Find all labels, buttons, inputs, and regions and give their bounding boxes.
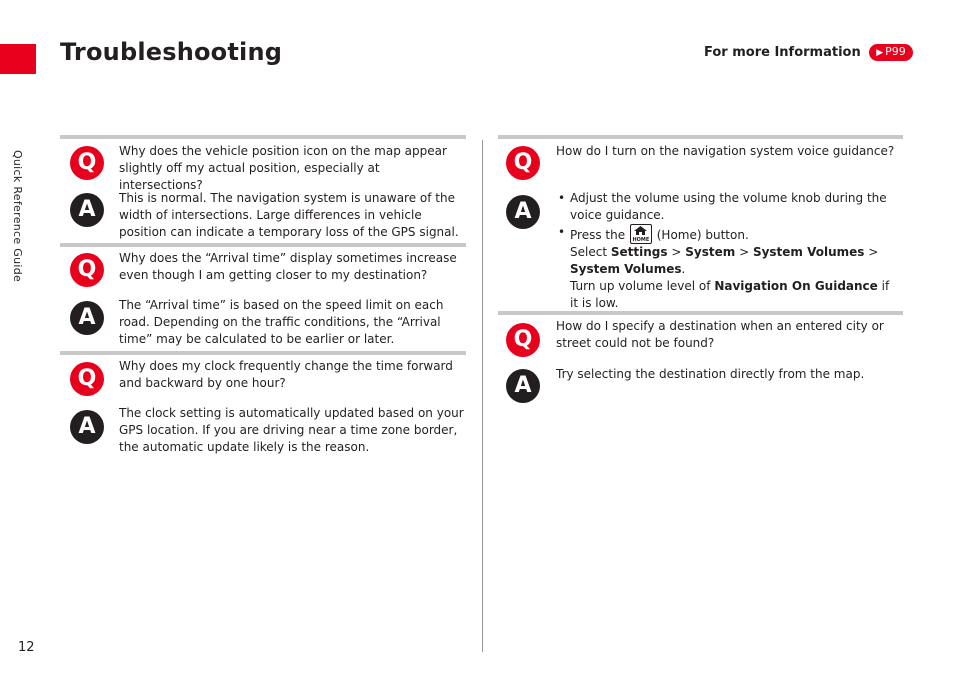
answer-badge: A — [506, 195, 540, 229]
page-number: 12 — [18, 640, 35, 655]
path-separator: > — [671, 245, 682, 259]
answer-text: The “Arrival time” is based on the speed limit on each road. Depending on the traffic conditions, the “Arrival time” may be calculated to be earlier or later. — [119, 298, 444, 346]
answer-badge: A — [506, 369, 540, 403]
answer-text: The clock setting is automatically updated based on your GPS location. If you are driving near a time zone border, the automatic update likely is the reason. — [119, 406, 464, 454]
arrow-right-icon: ▶ — [876, 48, 884, 58]
answer-badge: A — [70, 410, 104, 444]
faq-separator — [60, 243, 466, 247]
answer-badge: A — [70, 193, 104, 227]
instruction-text: if it is low. — [570, 279, 890, 310]
faq-separator — [498, 135, 903, 139]
section-tab — [0, 44, 36, 74]
question-badge: Q — [506, 323, 540, 357]
bullet-text: Press the — [570, 228, 626, 242]
bullet-text: (Home) button. — [656, 228, 749, 242]
question-badge: Q — [70, 146, 104, 180]
bullet-icon: • — [558, 225, 566, 239]
question-badge: Q — [70, 253, 104, 287]
home-icon-label: HOME — [632, 237, 650, 243]
question-text: How do I turn on the navigation system voice guidance? — [556, 144, 895, 158]
answer-badge: A — [70, 301, 104, 335]
side-section-label: Quick Reference Guide — [11, 149, 24, 283]
question-badge: Q — [70, 362, 104, 396]
page-reference-number: P99 — [885, 45, 906, 58]
question-text: Why does the vehicle position icon on the map appear slightly off my actual position, especially at intersections? — [119, 144, 447, 192]
answer-text: This is normal. The navigation system is unaware of the width of intersections. Large differences in vehicle position can indicate a temporary loss of the GPS signal. — [119, 191, 459, 239]
period: . — [681, 262, 686, 276]
question-text: How do I specify a destination when an entered city or street could not be found? — [556, 319, 884, 350]
faq-separator — [60, 135, 466, 139]
question-text: Why does my clock frequently change the time forward and backward by one hour? — [119, 359, 453, 390]
instruction-text: Select — [570, 245, 608, 259]
setting-navigation-guidance: Navigation On Guidance — [714, 279, 878, 293]
path-separator: > — [868, 245, 879, 259]
menu-path-system-volumes: System Volumes — [752, 245, 865, 259]
menu-path-settings: Settings — [610, 245, 668, 259]
path-separator: > — [739, 245, 750, 259]
more-info-label: For more Information — [704, 45, 861, 60]
answer-bullet — [556, 190, 901, 224]
answer-text — [556, 190, 901, 312]
more-info-link[interactable] — [704, 44, 913, 61]
page-reference-badge[interactable] — [869, 44, 913, 61]
instruction-text: Turn up volume level of — [570, 279, 711, 293]
answer-text: Try selecting the destination directly from the map. — [556, 367, 865, 381]
menu-path-system-volumes-item: System Volumes — [570, 262, 682, 276]
question-badge: Q — [506, 146, 540, 180]
bullet-icon: • — [558, 191, 566, 205]
home-button-icon — [630, 224, 652, 244]
answer-bullet — [556, 224, 901, 312]
faq-separator — [60, 351, 466, 355]
page-title: Troubleshooting — [60, 38, 283, 66]
faq-separator — [498, 311, 903, 315]
bullet-text: Adjust the volume using the volume knob during the voice guidance. — [570, 191, 887, 222]
menu-path-system: System — [685, 245, 736, 259]
column-divider — [482, 140, 483, 652]
question-text: Why does the “Arrival time” display sometimes increase even though I am getting closer to my destination? — [119, 251, 457, 282]
